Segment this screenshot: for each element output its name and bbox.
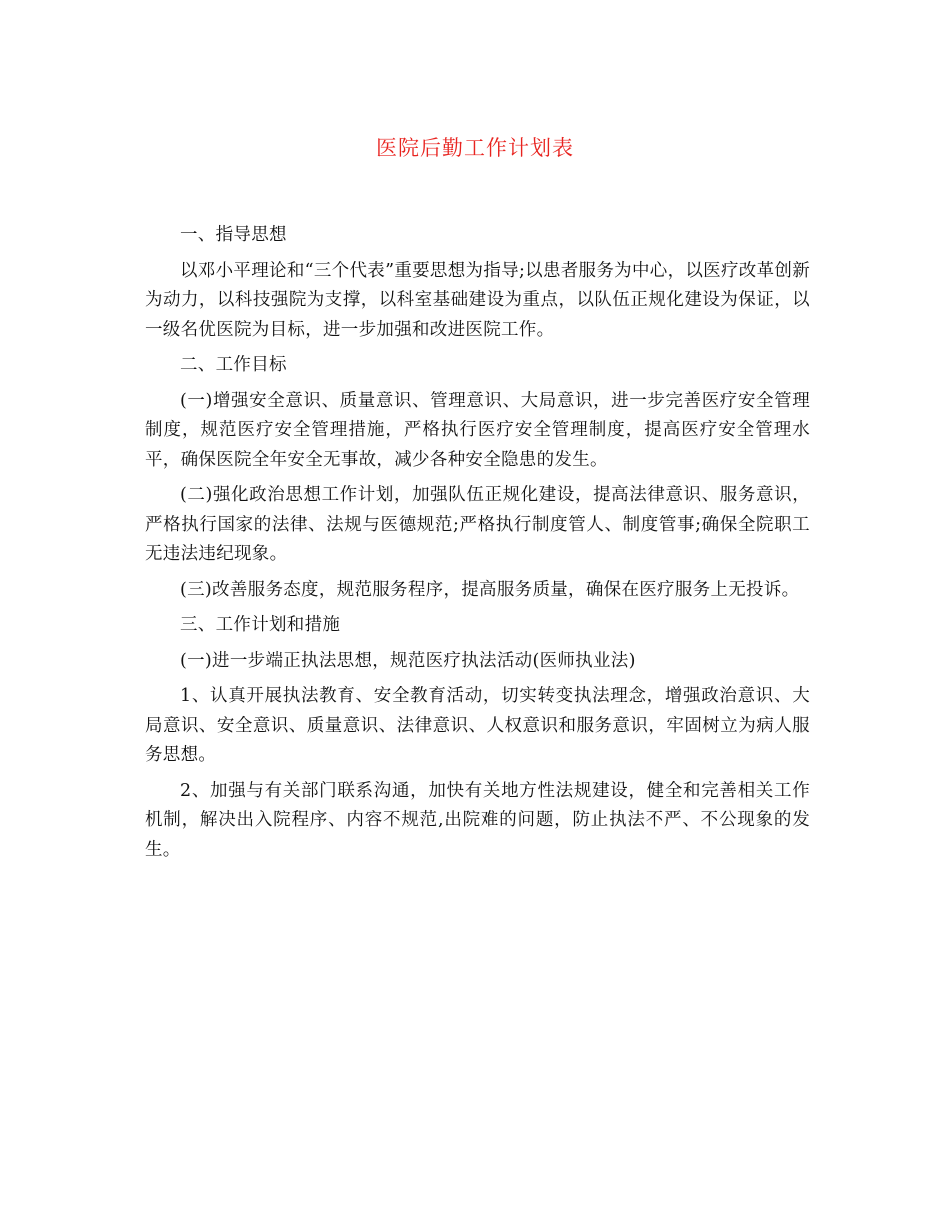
section-heading-work-goals: 二、工作目标 bbox=[180, 355, 287, 375]
document-body bbox=[145, 221, 810, 871]
paragraph-measure-1: 1、认真开展执法教育、安全教育活动，切实转变执法理念，增强政治意识、大局意识、安全意识、质量意识、法律意识、人权意识和服务意识，牢固树立为病人服务思想。 bbox=[145, 686, 810, 765]
document-title: 医院后勤工作计划表 bbox=[376, 136, 574, 160]
paragraph-goal-3: (三)改善服务态度，规范服务程序，提高服务质量，确保在医疗服务上无投诉。 bbox=[180, 579, 800, 600]
paragraph-guiding-ideology: 以邓小平理论和“三个代表”重要思想为指导;以患者服务为中心，以医疗改革创新为动力，以科技强院为支撑，以科室基础建设为重点，以队伍正规化建设为保证，以一级名优医院为目标，进一步加强和改进医院工作。 bbox=[145, 260, 810, 340]
subsection-heading-law-enforcement: (一)进一步端正执法思想，规范医疗执法活动(医师执业法) bbox=[180, 650, 636, 671]
section-heading-plans-measures: 三、工作计划和措施 bbox=[180, 615, 341, 635]
paragraph-goal-1: (一)增强安全意识、质量意识、管理意识、大局意识，进一步完善医疗安全管理制度，规范医疗安全管理措施，严格执行医疗安全管理制度，提高医疗安全管理水平，确保医院全年安全无事故，减少各种安全隐患的发生。 bbox=[145, 390, 810, 470]
paragraph-measure-2: 2、加强与有关部门联系沟通，加快有关地方性法规建设，健全和完善相关工作机制，解决出入院程序、内容不规范,出院难的问题，防止执法不严、不公现象的发生。 bbox=[145, 780, 810, 860]
section-heading-guiding-ideology: 一、指导思想 bbox=[180, 225, 287, 245]
paragraph-goal-2: (二)强化政治思想工作计划，加强队伍正规化建设，提高法律意识、服务意识，严格执行国家的法律、法规与医德规范;严格执行制度管人、制度管事;确保全院职工无违法违纪现象。 bbox=[145, 485, 810, 564]
